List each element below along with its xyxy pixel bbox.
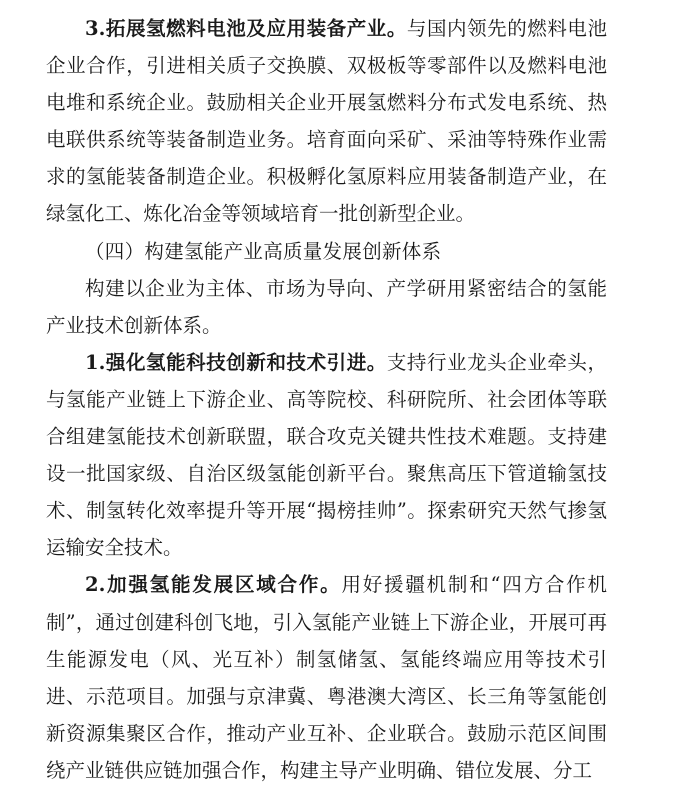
paragraph-tech-innovation [46,344,607,567]
paragraph-body: 支持行业龙头企业牵头，与氢能产业链上下游企业、高等院校、科研院所、社会团体等联合组建氢能技术创新联盟，联合攻克关键共性技术难题。支持建设一批国家级、自治区级氢能创新平台。聚焦高压下管道输氢技术、制氢转化效率提升等开展“揭榜挂帅”。探索研究天然气掺氢运输安全技术。 [46,350,607,560]
paragraph-body: 用好援疆机制和“四方合作机制”，通过创建科创飞地，引入氢能产业链上下游企业，开展可再生能源发电（风、光互补）制氢储氢、氢能终端应用等技术引进、示范项目。加强与京津冀、粤港澳大湾区、长三角等氢能创新资源集聚区合作，推动产业互补、企业联合。鼓励示范区间围绕产业链供应链加强合作，构建主导产业明确、错位发展、分工 [46,573,607,782]
section-title: （四）构建氢能产业高质量发展创新体系 [85,239,442,263]
paragraph-heading: 2.加强氢能发展区域合作。 [85,573,342,597]
paragraph-body: 与国内领先的燃料电池企业合作，引进相关质子交换膜、双极板等零部件以及燃料电池电堆和系统企业。鼓励相关企业开展氢燃料分布式发电系统、热电联供系统等装备制造业务。培育面向采矿、采油等特殊作业需求的氢能装备制造企业。积极孵化氢原料应用装备制造产业，在绿氢化工、炼化冶金等领域培育一批创新型企业。 [46,17,607,226]
paragraph-regional-cooperation [46,566,607,789]
paragraph-fuel-cell [46,10,607,233]
paragraph-heading: 3.拓展氢燃料电池及应用装备产业。 [85,17,407,40]
paragraph-innovation-system: 构建以企业为主体、市场为导向、产学研用紧密结合的氢能产业技术创新体系。 [46,276,607,337]
paragraph-heading: 1.强化氢能科技创新和技术引进。 [85,350,387,374]
